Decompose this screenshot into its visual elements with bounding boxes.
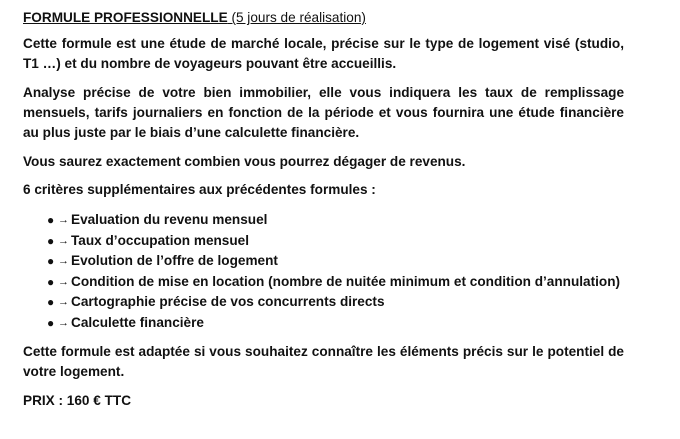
criteria-item-label: Taux d’occupation mensuel	[71, 232, 250, 248]
arrow-right-icon: →	[58, 296, 69, 308]
criteria-item	[23, 231, 624, 251]
criteria-item-label: Evaluation du revenu mensuel	[71, 212, 268, 227]
arrow-right-icon: →	[58, 214, 69, 226]
intro-paragraph: Cette formule est une étude de marché locale, précise sur le type de logement visé (studio, T1 …) et du nombre de voyageurs pouvant être accueillis.	[23, 36, 624, 71]
criteria-item	[23, 313, 624, 333]
arrow-right-icon: →	[58, 316, 69, 329]
bullet-dot-icon: ●	[47, 315, 55, 330]
formula-title	[23, 8, 624, 28]
criteria-item	[23, 272, 624, 292]
formula-title-duration: (5 jours de réalisation)	[227, 10, 366, 25]
bullet-dot-icon: ●	[47, 295, 55, 309]
arrow-right-icon: →	[58, 255, 69, 267]
criteria-item-label: Condition de mise en location (nombre de nuitée minimum et condition d’annulation)	[71, 273, 621, 289]
analysis-paragraph: Analyse précise de votre bien immobilier, elle vous indiquera les taux de remplissage mensuels, tarifs journaliers en fonction de la période et vous fournira une étude financière au plus juste par le biais d’une calculette financière.	[23, 85, 624, 140]
criteria-item	[23, 251, 624, 271]
arrow-right-icon: →	[58, 275, 69, 288]
price-label: PRIX : 160 € TTC	[23, 392, 132, 408]
criteria-intro: 6 critères supplémentaires aux précédentes formules :	[23, 182, 376, 197]
bullet-dot-icon: ●	[47, 233, 55, 248]
bullet-dot-icon: ●	[47, 274, 55, 289]
bullet-dot-icon: ●	[47, 213, 55, 227]
revenue-paragraph: Vous saurez exactement combien vous pourrez dégager de revenus.	[23, 154, 466, 169]
criteria-item-label: Evolution de l’offre de logement	[71, 253, 278, 268]
arrow-right-icon: →	[58, 234, 69, 247]
criteria-list	[23, 210, 624, 333]
criteria-item-label: Calculette financière	[71, 314, 204, 330]
conclusion-paragraph: Cette formule est adaptée si vous souhaitez connaître les éléments précis sur le potentiel de votre logement.	[23, 343, 624, 379]
bullet-dot-icon: ●	[47, 254, 55, 268]
criteria-item	[23, 210, 624, 230]
formula-title-name: FORMULE PROFESSIONNELLE	[23, 10, 228, 25]
document-body	[23, 8, 624, 411]
criteria-item-label: Cartographie précise de vos concurrents directs	[71, 294, 385, 309]
criteria-item	[23, 292, 624, 312]
